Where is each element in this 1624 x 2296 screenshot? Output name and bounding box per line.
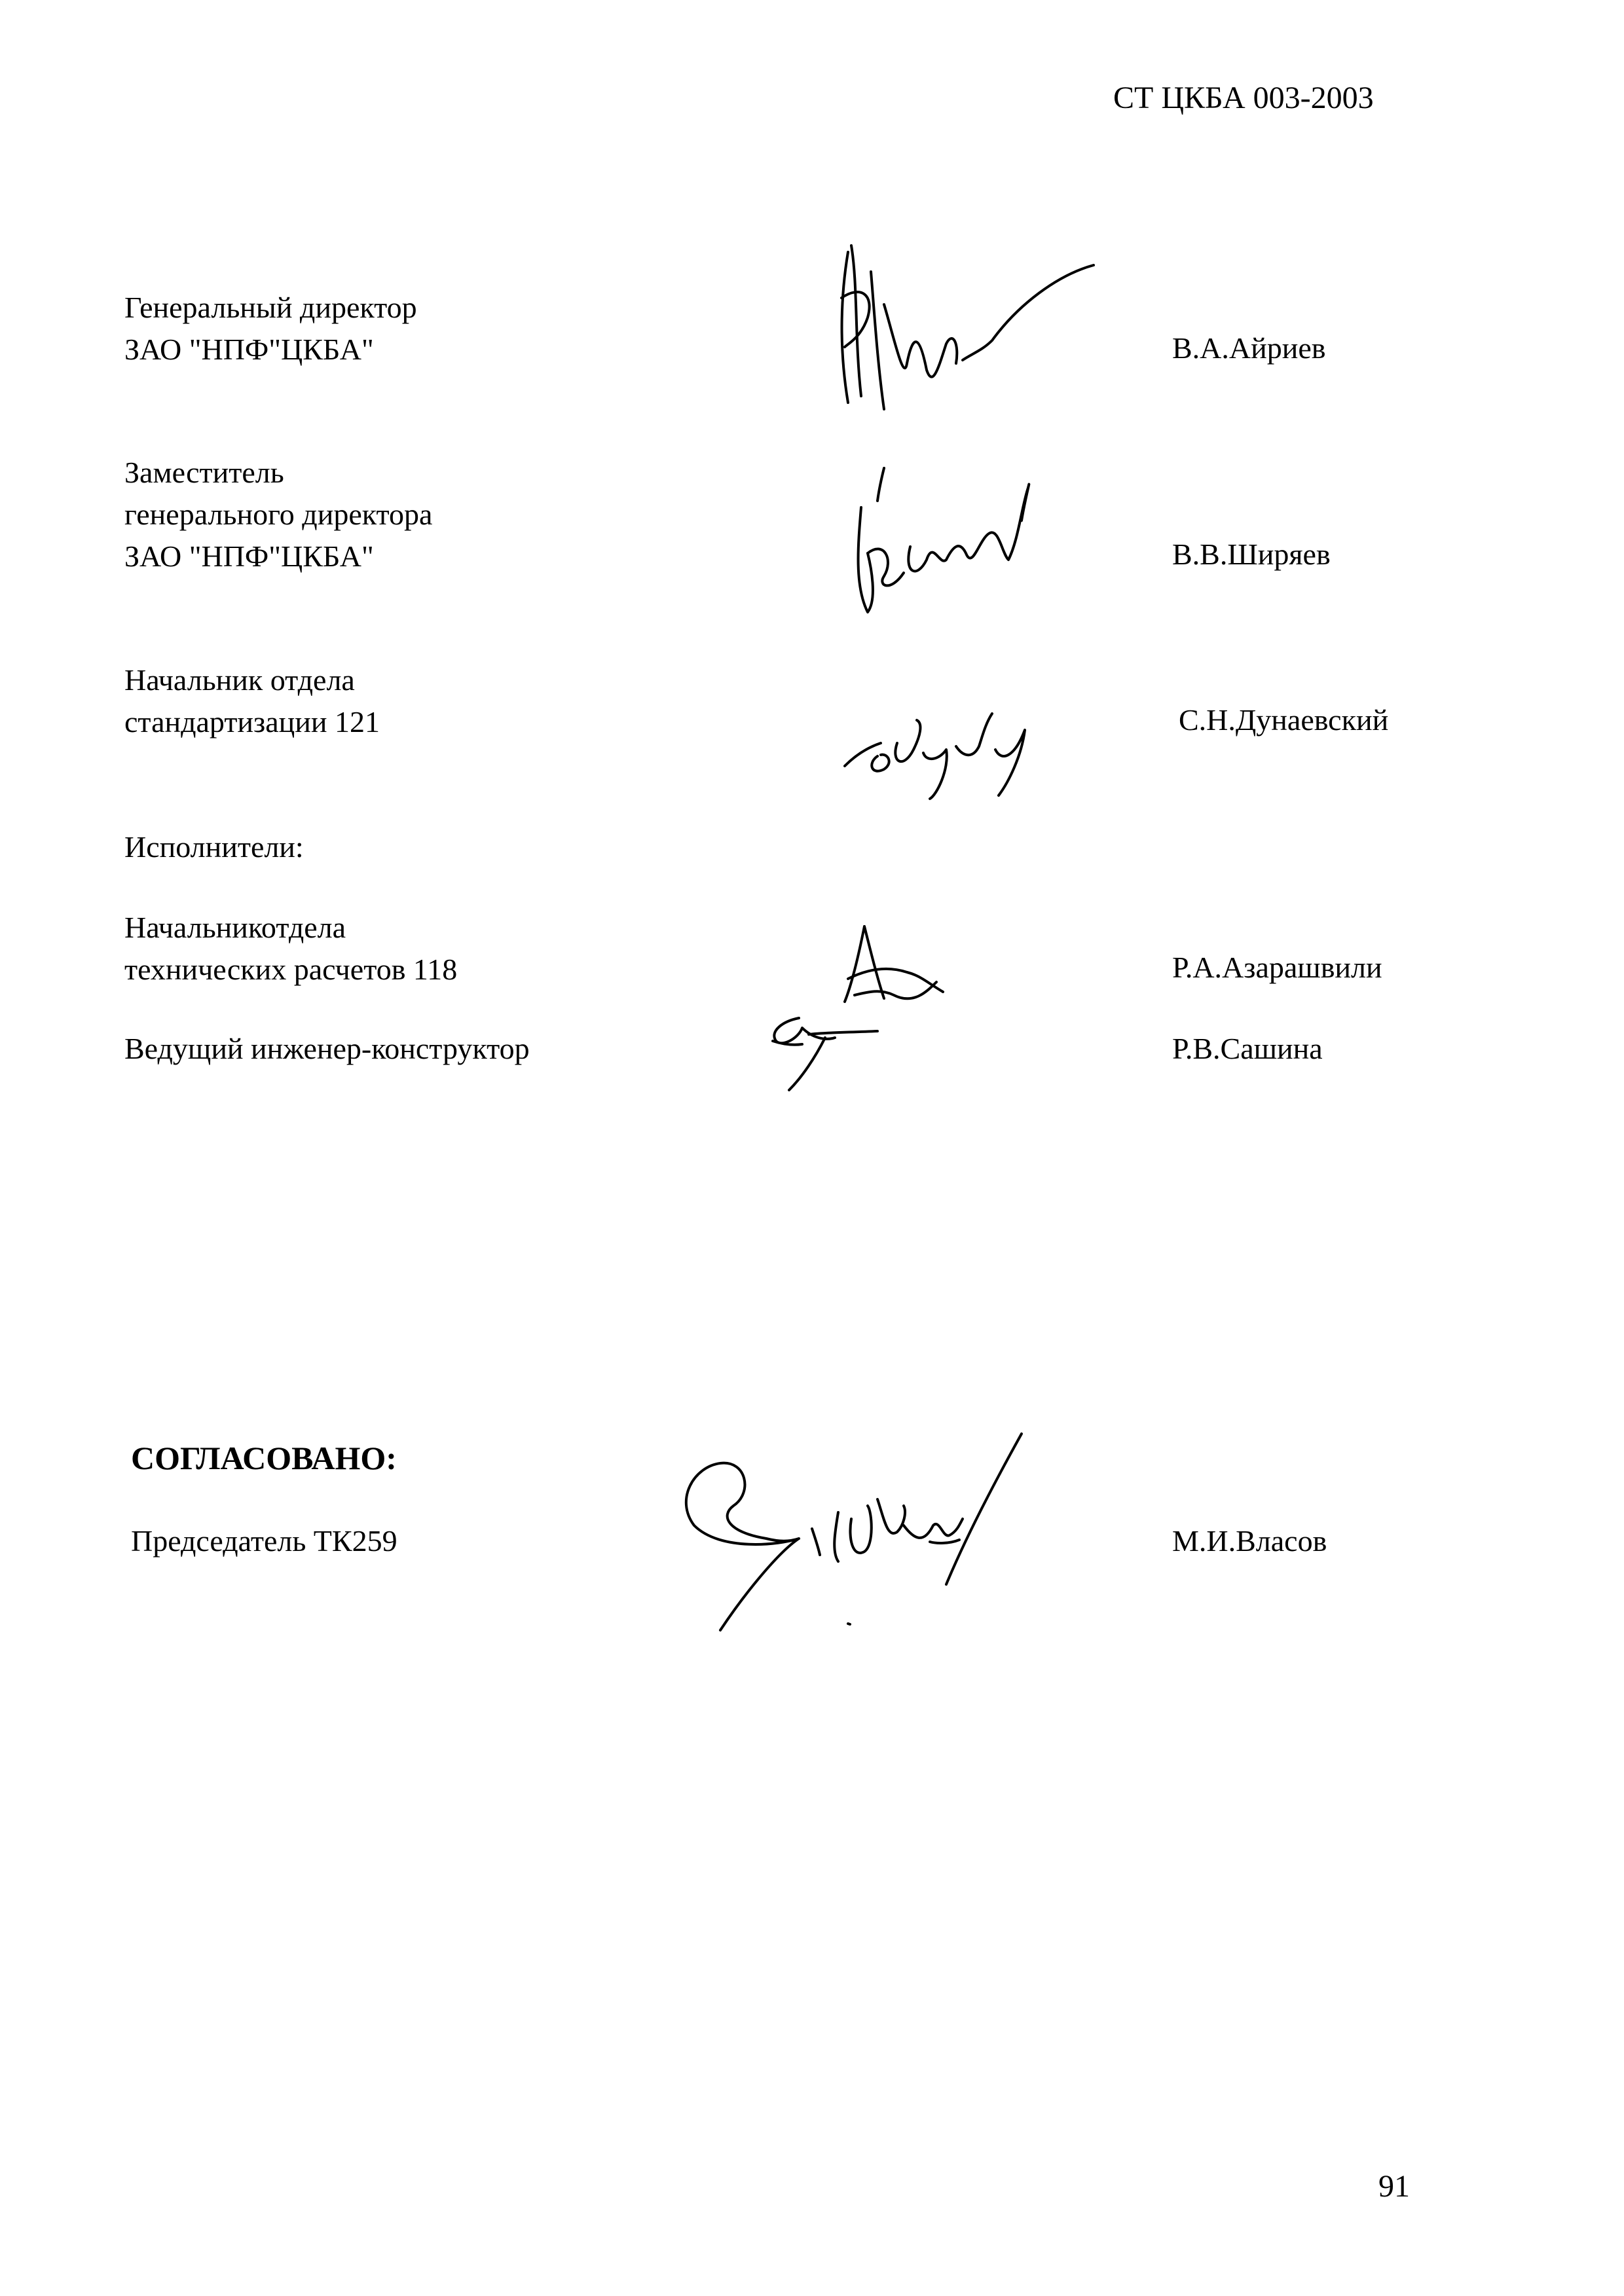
performers-heading: Исполнители: — [124, 830, 304, 864]
page-number: 91 — [1378, 2169, 1410, 2204]
signer-position — [124, 659, 380, 743]
approval-position: Председатель ТК259 — [131, 1524, 397, 1558]
position-line: ЗАО "НПФ"ЦКБА" — [124, 539, 374, 573]
position-line: стандартизации 121 — [124, 705, 380, 738]
position-line: ЗАО "НПФ"ЦКБА" — [124, 333, 374, 366]
position-line: Генеральный директор — [124, 291, 417, 324]
approver-name: М.И.Власов — [1172, 1524, 1327, 1558]
signer-position — [124, 287, 417, 371]
handwritten-signature — [832, 462, 1048, 619]
handwritten-signature — [763, 1005, 887, 1097]
position-line: технических расчетов 118 — [124, 953, 458, 986]
performer-position: Ведущий инженер-конструктор — [124, 1032, 530, 1065]
performer-name: Р.В.Сашина — [1172, 1032, 1323, 1065]
position-line: Заместитель — [124, 456, 284, 489]
signer-position — [124, 452, 432, 577]
signer-name: В.А.Айриев — [1172, 331, 1326, 365]
handwritten-signature — [828, 920, 959, 1011]
performer-position — [124, 907, 457, 991]
signer-name: В.В.Ширяев — [1172, 538, 1331, 571]
document-code: СТ ЦКБА 003-2003 — [1113, 81, 1374, 115]
signer-name: С.Н.Дунаевский — [1179, 703, 1389, 737]
position-line: генерального директора — [124, 498, 433, 531]
handwritten-signature — [822, 232, 1097, 416]
approval-heading: СОГЛАСОВАНО: — [131, 1440, 397, 1476]
performer-name: Р.А.Азарашвили — [1172, 951, 1382, 984]
handwritten-signature — [681, 1427, 1035, 1637]
position-line: Начальникотдела — [124, 911, 346, 944]
position-line: Начальник отдела — [124, 663, 355, 697]
handwritten-signature — [841, 684, 1038, 809]
